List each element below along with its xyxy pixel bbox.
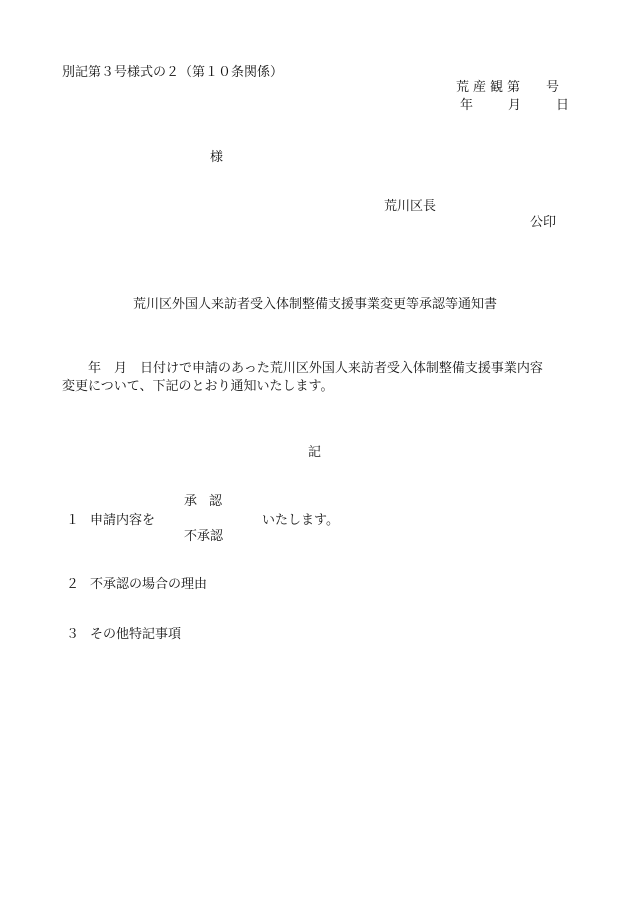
item-3-label: その他特記事項 <box>90 627 182 642</box>
body-paragraph <box>62 360 572 396</box>
item-3 <box>66 628 181 641</box>
body-line-1: 年 月 日付けで申請のあった荒川区外国人来訪者受入体制整備支援事業内容 <box>88 361 543 376</box>
date-day: 日 <box>556 98 570 113</box>
item-1-number: １ <box>66 513 80 528</box>
issuer-name: 荒川区長 <box>384 199 437 214</box>
official-seal-label: 公印 <box>530 215 557 230</box>
document-title: 荒川区外国人来訪者受入体制整備支援事業変更等承認等通知書 <box>132 297 497 312</box>
option-reject: 不承認 <box>184 529 224 544</box>
addressee-suffix: 様 <box>210 150 224 165</box>
date-month: 月 <box>508 98 522 113</box>
item-2-label: 不承認の場合の理由 <box>90 577 208 592</box>
document-number-prefix: 荒産観第 <box>456 80 525 95</box>
ki-heading: 記 <box>308 445 322 460</box>
item-2 <box>66 578 207 591</box>
body-line-2: 変更について、下記のとおり通知いたします。 <box>62 379 334 394</box>
item-1-prefix: 申請内容を <box>90 513 156 528</box>
document-number-suffix: 号 <box>546 80 560 95</box>
issue-date <box>460 99 569 112</box>
item-1-suffix: いたします。 <box>262 513 339 528</box>
form-reference: 別記第３号様式の２（第１０条関係） <box>62 65 284 80</box>
date-year: 年 <box>460 98 474 113</box>
option-approve: 承認 <box>184 494 235 509</box>
item-2-number: ２ <box>66 577 80 592</box>
item-3-number: ３ <box>66 627 80 642</box>
document-number <box>456 81 559 94</box>
